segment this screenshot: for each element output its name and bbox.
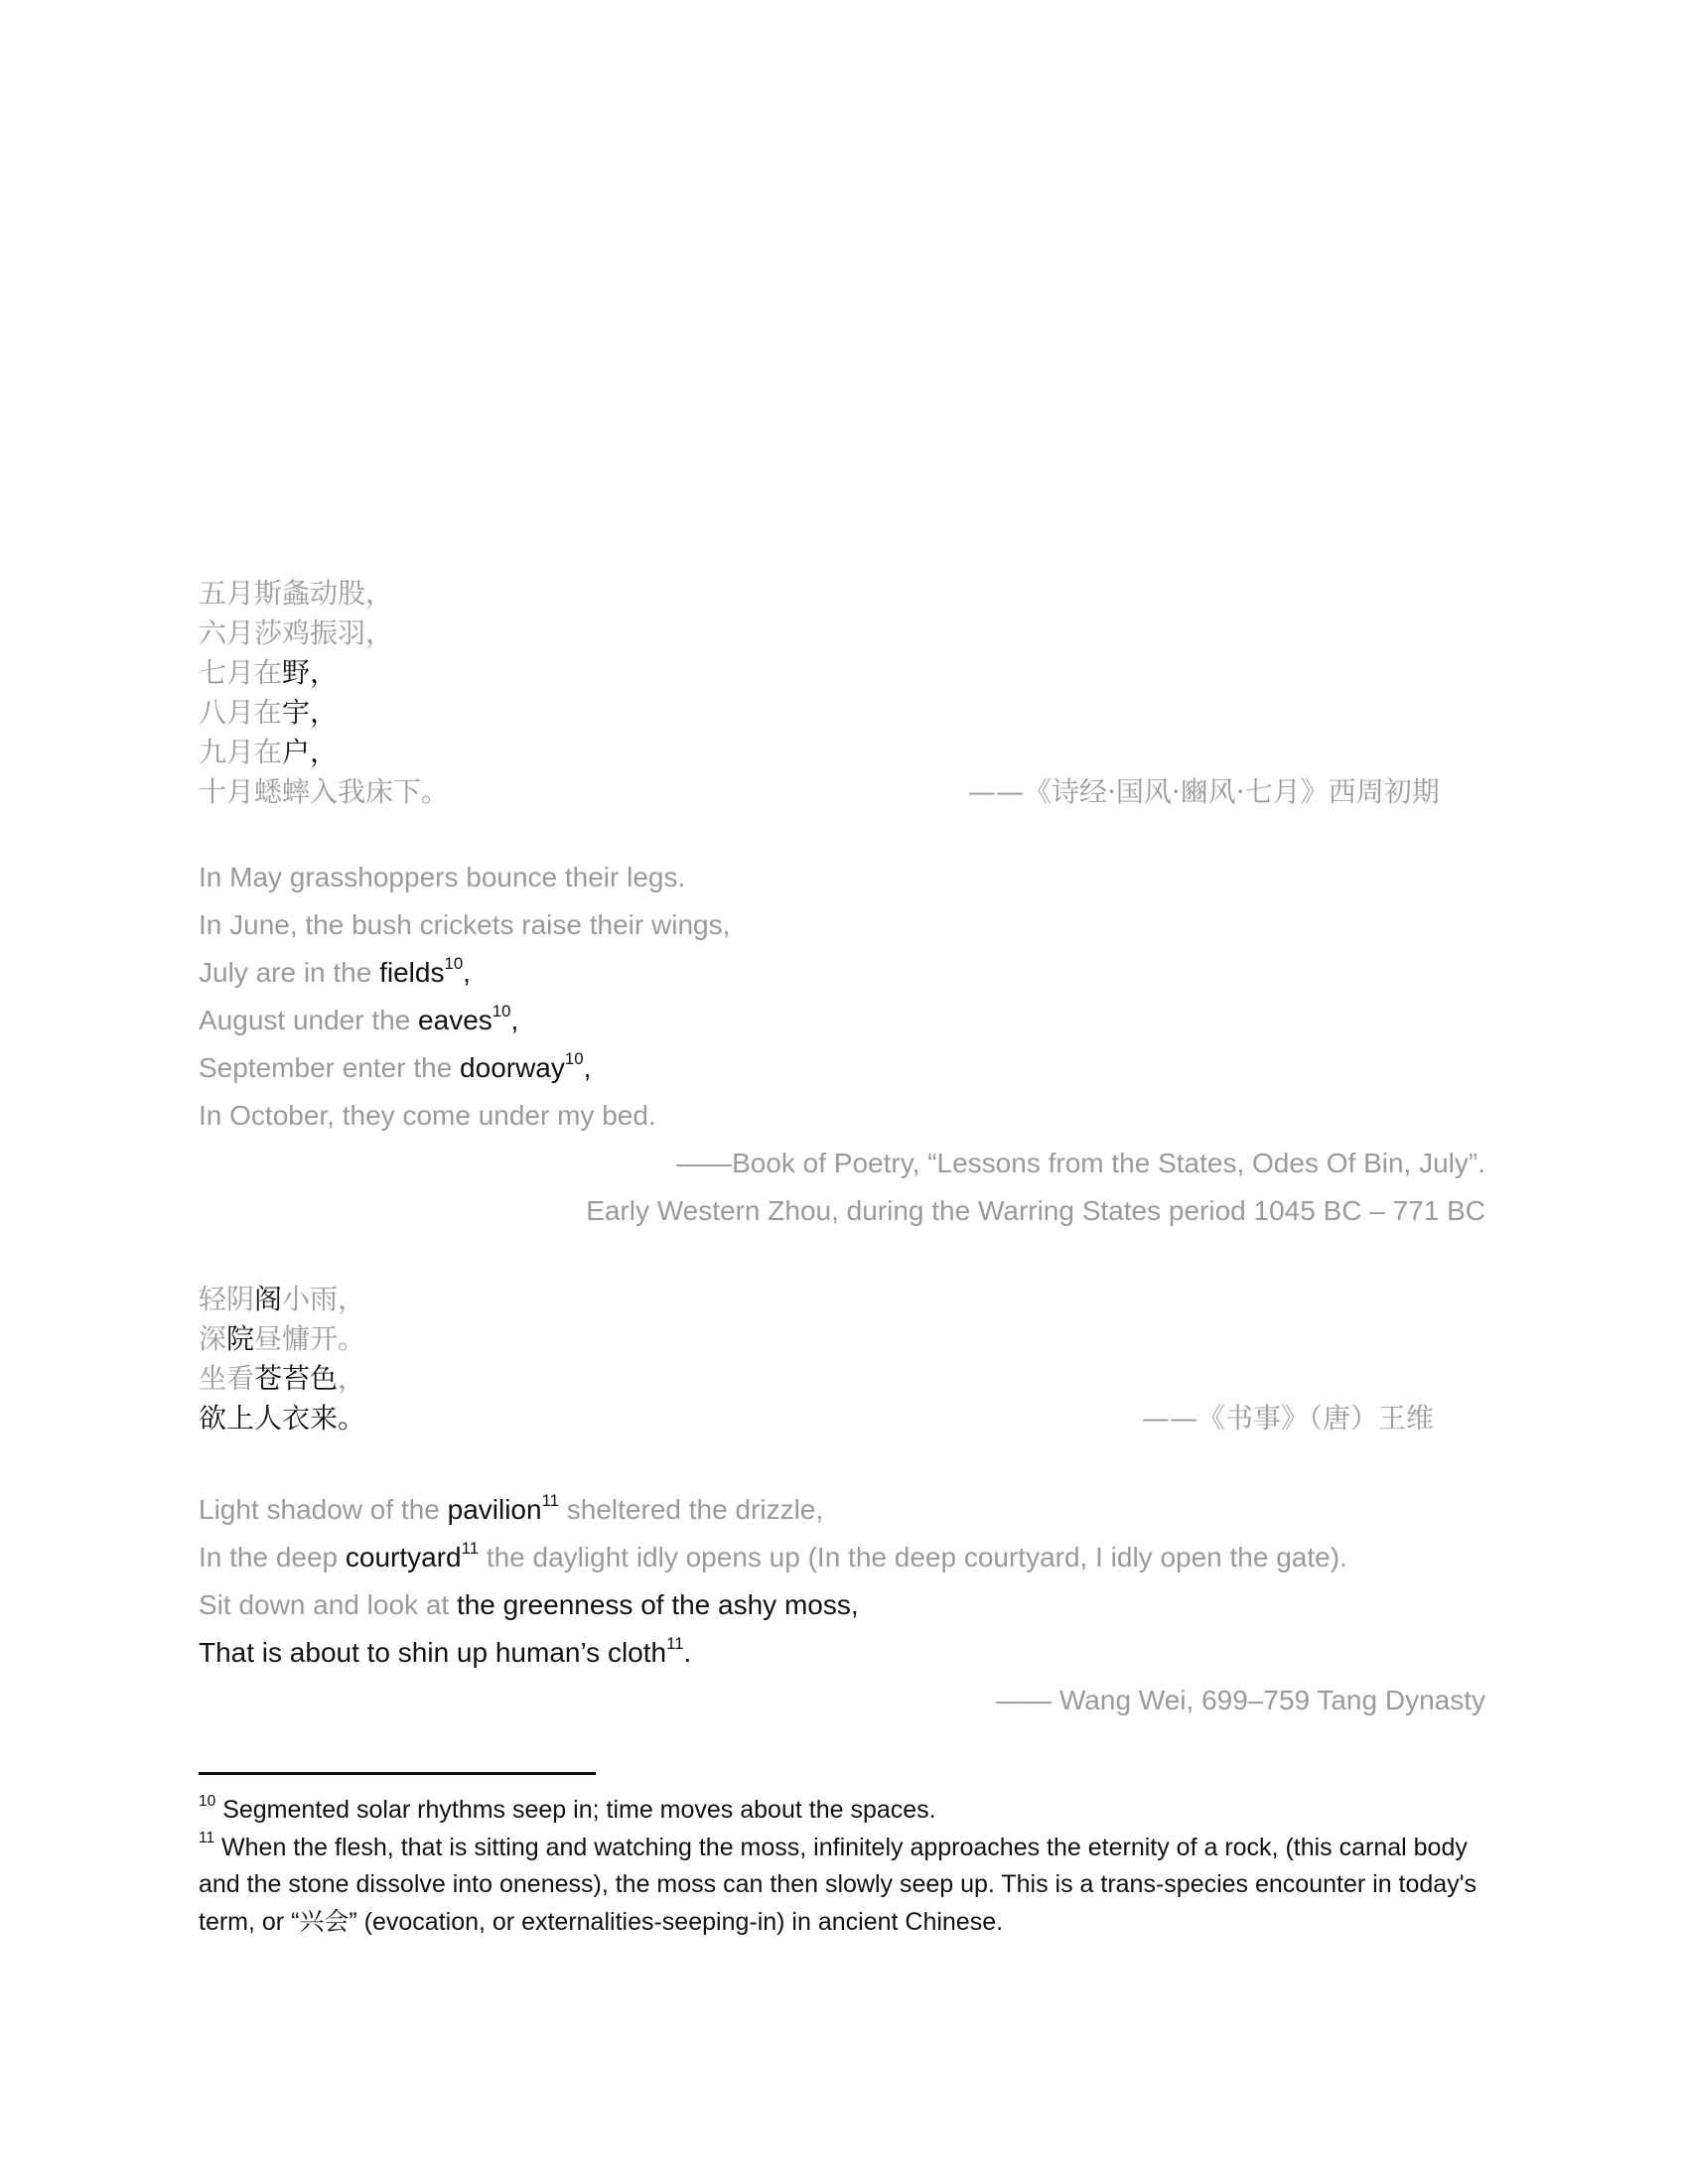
poem1-en-line [199,949,1485,997]
footnote-ref: 10 [444,954,464,974]
verse-text: 坐看 [199,1362,255,1395]
poem1-chinese-attribution: ——《诗经·国风·豳风·七月》西周初期 [968,775,1440,808]
poem2-chinese-attribution: ——《书事》（唐）王维 [1142,1402,1435,1434]
verse-text: 轻阴 [199,1283,255,1315]
poem1-en-line [199,997,1485,1044]
verse-text: ， [338,1362,366,1395]
highlighted-text: 户 [282,736,311,768]
footnote-ref: 11 [461,1539,480,1559]
poem1-en-line [199,901,1485,949]
footnote-ref: 10 [492,1002,511,1022]
highlighted-text: 阁 [254,1283,283,1315]
highlighted-text: , [583,1052,592,1083]
poem1-en-line [199,854,1485,901]
footnote-ref: 10 [564,1049,584,1069]
poem2-cn-line [199,1280,365,1319]
poem2-english [199,1486,1485,1724]
footnote-text: Segmented solar rhythms seep in; time moves about the spaces. [215,1796,936,1824]
poem2-en-line [199,1486,1485,1534]
verse-text: 九月在 [199,736,283,768]
verse-text: In June, the bush crickets raise their wings, [199,909,731,940]
highlighted-text: eaves [418,1005,492,1035]
highlighted-text: 院 [226,1322,255,1355]
verse-text: 七月在 [199,656,283,689]
verse-text: sheltered the drizzle, [559,1494,824,1525]
verse-text: 六月莎鸡振羽， [199,616,394,649]
poem2-chinese [199,1280,365,1438]
poem1-cn-line [199,574,449,614]
verse-text: 昼慵开。 [254,1322,366,1355]
verse-text: 小雨， [282,1283,366,1315]
poem2-en-line [199,1534,1485,1581]
poem2-cn-line [199,1399,365,1438]
poem1-cn-line [199,772,449,812]
verse-text: the daylight idly opens up (In the deep courtyard, I idly open the gate). [479,1542,1347,1572]
footnote-10 [199,1792,1489,1830]
footnote-number: 11 [199,1830,215,1847]
poem1-en-attribution: ——Book of Poetry, “Lessons from the States, Odes Of Bin, July”. [676,1148,1485,1178]
verse-text: In May grasshoppers bounce their legs. [199,862,686,892]
highlighted-text: courtyard [345,1542,462,1572]
poem1-chinese [199,574,449,812]
highlighted-text: , [463,957,471,988]
footnote-ref: 11 [541,1491,559,1511]
poem1-cn-line [199,653,449,693]
verse-text: 八月在 [199,696,283,729]
poem1-en-line [199,1044,1485,1092]
verse-text: In October, they come under my bed. [199,1100,656,1131]
highlighted-text: . [683,1637,692,1668]
highlighted-text: That is about to shin up human’s cloth [199,1637,667,1668]
poem2-cn-line [199,1319,365,1359]
poem1-english [199,854,1485,1235]
verse-text: July are in the [199,957,380,988]
poem1-en-line [199,1092,1485,1140]
poem1-en-attribution: Early Western Zhou, during the Warring States period 1045 BC – 771 BC [586,1195,1485,1226]
highlighted-text: pavilion [447,1494,542,1525]
verse-text: 深 [199,1322,227,1355]
verse-text: Sit down and look at [199,1589,457,1620]
poem1-cn-line [199,733,449,772]
highlighted-text: , [510,1005,519,1035]
highlighted-text: ， [310,736,339,768]
poem2-en-line [199,1629,1485,1677]
poem2-cn-line [199,1359,365,1399]
footnotes [199,1792,1489,1941]
poem2-en-attribution: —— Wang Wei, 699–759 Tang Dynasty [996,1685,1485,1715]
verse-text: September enter the [199,1052,461,1083]
verse-text: August under the [199,1005,419,1035]
verse-text: 十月蟋蟀入我床下。 [199,775,450,808]
highlighted-text: the greenness of the ashy moss, [456,1589,859,1620]
highlighted-text: ， [310,656,339,689]
footnote-divider [199,1772,596,1775]
poem1-cn-line [199,693,449,733]
verse-text: 五月斯螽动股， [199,577,394,610]
highlighted-text: ， [310,696,339,729]
highlighted-text: doorway [460,1052,565,1083]
highlighted-text: 欲上人衣来。 [199,1402,366,1434]
verse-text: In the deep [199,1542,346,1572]
footnote-ref: 11 [666,1634,684,1654]
poem2-en-line [199,1581,1485,1629]
highlighted-text: fields [379,957,445,988]
footnote-text: When the flesh, that is sitting and watching the moss, infinitely approaches the eternity of a rock, (this carnal body and the stone dissolve into oneness), the moss can then slowly seep up. This is a trans-species encounter in today's term, or “兴会” (evocation, or externalities-seeping-in) in ancient Chinese. [199,1833,1477,1936]
highlighted-text: 苍苔色 [254,1362,339,1395]
highlighted-text: 野 [282,656,311,689]
verse-text: Light shadow of the [199,1494,448,1525]
highlighted-text: 宇 [282,696,311,729]
footnote-11 [199,1830,1489,1942]
footnote-number: 10 [199,1792,216,1810]
poem1-cn-line [199,614,449,653]
